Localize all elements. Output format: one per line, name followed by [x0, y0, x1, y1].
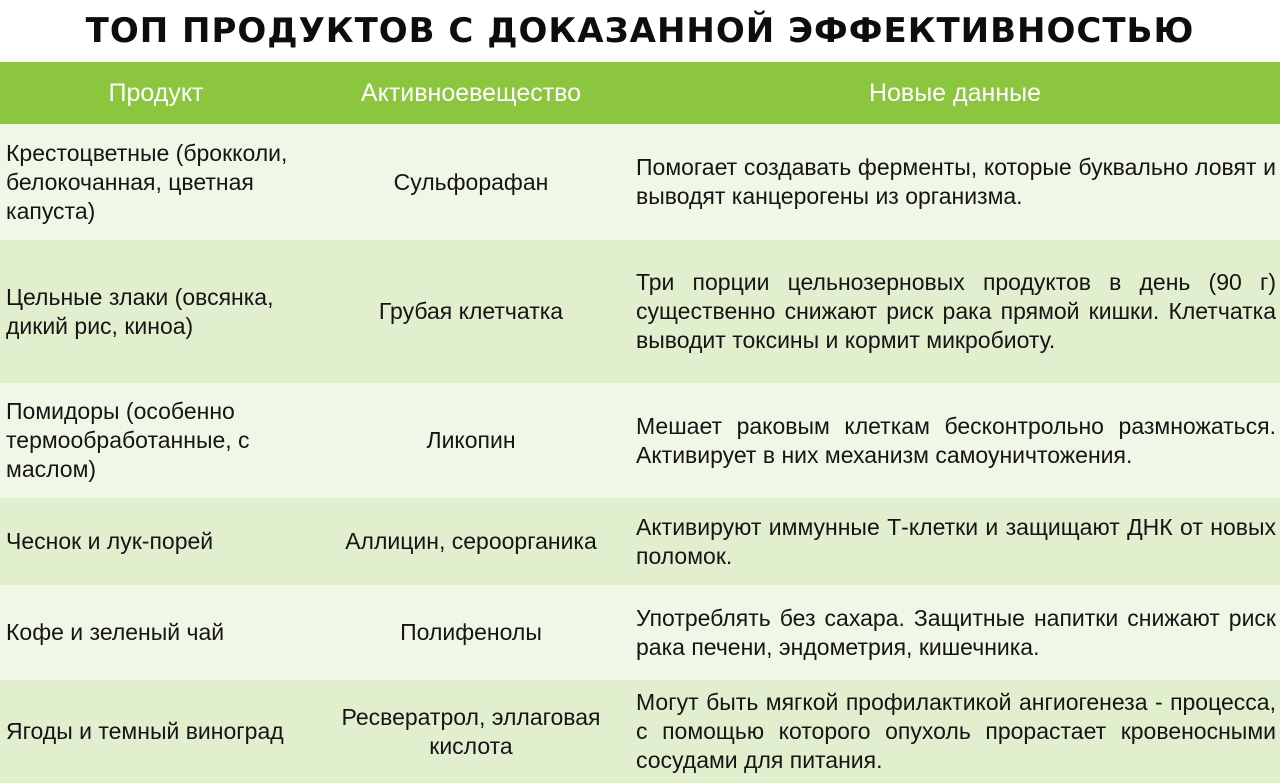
data-cell: Мешает раковым клеткам бесконтрольно размножаться. Активирует в них механизм самоуничтожения.: [636, 412, 1276, 468]
substance-cell: Ресвератрол, эллаговая кислота: [341, 703, 601, 759]
table-row: [0, 124, 1280, 240]
table-header: [0, 62, 1280, 124]
table-row: [0, 585, 1280, 680]
table-body: [0, 124, 1280, 783]
substance-cell: Ликопин: [426, 427, 516, 453]
data-cell: Активируют иммунные Т-клетки и защищают ДНК от новых поломок.: [636, 513, 1276, 569]
table-row: [0, 498, 1280, 585]
substance-cell: Полифенолы: [400, 619, 542, 645]
page-title: ТОП ПРОДУКТОВ С ДОКАЗАННОЙ ЭФФЕКТИВНОСТЬЮ: [85, 11, 1195, 51]
substance-cell: Сульфорафан: [393, 168, 549, 195]
product-cell: Кофе и зеленый чай: [6, 619, 225, 645]
product-cell: Чеснок и лук-порей: [6, 528, 214, 554]
product-cell: Крестоцветные (брокколи, белокочанная, цветная капуста): [6, 139, 288, 224]
header-row: [0, 62, 1280, 124]
substance-cell: Грубая клетчатка: [378, 298, 564, 324]
data-cell: Три порции цельнозерновых продуктов в день (90 г) существенно снижают риск рака прямой кишки. Клетчатка выводит токсины и кормит микробиоту.: [636, 269, 1276, 353]
data-cell: Помогает создавать ферменты, которые буквально ловят и выводят канцерогены из организма.: [636, 154, 1276, 209]
product-cell: Ягоды и темный виноград: [6, 718, 284, 744]
data-cell: Употреблять без сахара. Защитные напитки снижают риск рака печени, эндометрия, кишечника.: [636, 604, 1276, 660]
column-header-data: Новые данные: [868, 78, 1042, 107]
product-cell: Помидоры (особенно термообработанные, с маслом): [6, 398, 250, 482]
column-header-product: Продукт: [108, 78, 204, 107]
column-header-substance: Активноевещество: [360, 78, 582, 107]
product-cell: Цельные злаки (овсянка, дикий рис, киноа): [6, 283, 274, 339]
table-row: [0, 383, 1280, 498]
table-row: [0, 240, 1280, 383]
substance-cell: Аллицин, сероорганика: [345, 528, 597, 554]
data-cell: Могут быть мягкой профилактикой ангиогенеза - процесса, с помощью которого опухоль прорастает кровеносными сосудами для питания.: [636, 689, 1276, 773]
table-row: [0, 680, 1280, 783]
products-table: [0, 62, 1280, 783]
